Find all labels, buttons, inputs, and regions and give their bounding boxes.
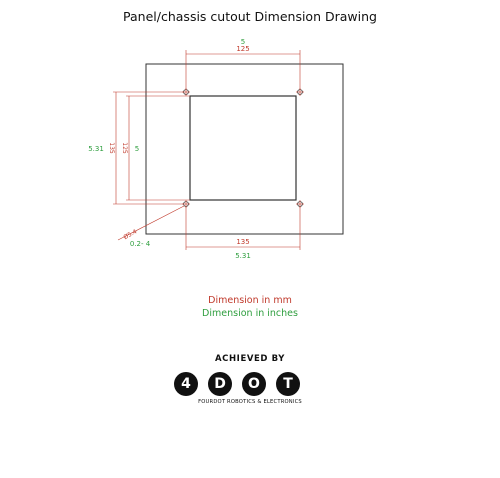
achieved-by-label: ACHIEVED BY bbox=[214, 354, 286, 364]
logo-letter: T bbox=[276, 372, 300, 396]
hole-diameter: Ø5.4 bbox=[122, 228, 139, 242]
logo-letter: O bbox=[242, 372, 266, 396]
top-dim-mm: 125 bbox=[236, 45, 250, 53]
top-dimension bbox=[186, 50, 300, 90]
left-dim-inch-inner: 5 bbox=[134, 145, 140, 153]
left-dim-mm-inner: 125 bbox=[121, 142, 128, 154]
left-dim-inch-outer: 5.31 bbox=[88, 145, 104, 153]
logo-letter: 4 bbox=[174, 372, 198, 396]
left-dim-mm-outer: 135 bbox=[108, 142, 115, 154]
hole-inch: 0.2- 4 bbox=[129, 240, 151, 248]
bottom-dim-inch: 5.31 bbox=[235, 252, 251, 260]
top-dim-inch: 5 bbox=[240, 38, 246, 46]
bottom-dim-mm: 135 bbox=[236, 238, 250, 246]
panel-outline bbox=[146, 64, 343, 234]
diagram-title: Panel/chassis cutout Dimension Drawing bbox=[123, 9, 377, 24]
brand-tagline: FOURDOT ROBOTICS & ELECTRONICS bbox=[198, 399, 302, 405]
legend-inches: Dimension in inches bbox=[202, 308, 298, 319]
cutout-outline bbox=[190, 96, 296, 200]
fourdot-logo bbox=[174, 372, 300, 396]
legend-mm: Dimension in mm bbox=[208, 295, 292, 306]
mounting-holes bbox=[182, 88, 304, 208]
logo-letter: D bbox=[208, 372, 232, 396]
